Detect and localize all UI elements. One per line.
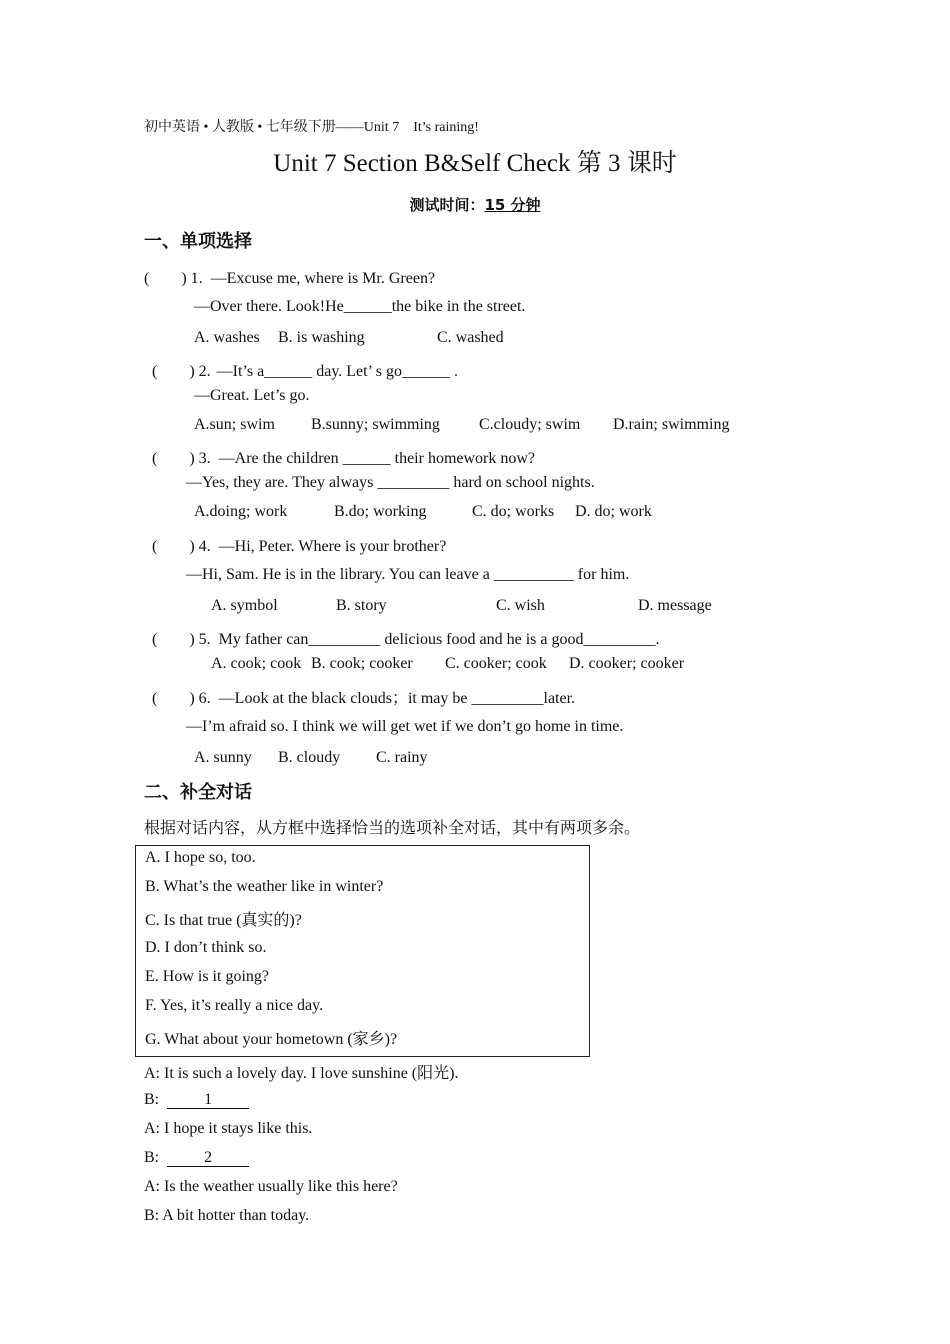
option: A.doing; work bbox=[194, 503, 288, 520]
answer-blank-1[interactable]: 1 bbox=[167, 1091, 249, 1109]
option: B.sunny; swimming bbox=[311, 416, 440, 433]
option: A. sunny bbox=[194, 749, 252, 766]
answer-blank-2[interactable]: 2 bbox=[167, 1149, 249, 1167]
test-time-value: 15 分钟 bbox=[484, 196, 541, 214]
speaker-label: B: bbox=[144, 1091, 160, 1108]
answer-paren: ( ) 6. bbox=[152, 690, 211, 707]
page-title: Unit 7 Section B&Self Check 第 3 课时 bbox=[273, 150, 677, 177]
option: D. do; work bbox=[575, 503, 652, 520]
answer-paren: ( ) 3. bbox=[152, 450, 211, 467]
question-3 bbox=[152, 445, 535, 468]
question-stem: —Look at the black clouds；it may be _________later. bbox=[218, 690, 576, 707]
option: B. cook; cooker bbox=[311, 655, 413, 672]
dialogue-line: A: It is such a lovely day. I love sunshine (阳光). bbox=[144, 1065, 459, 1082]
box-option: A. I hope so, too. bbox=[145, 849, 256, 866]
answer-paren: ( ) 5. bbox=[152, 631, 211, 648]
option: B. is washing bbox=[278, 329, 365, 346]
option: A. washes bbox=[194, 329, 260, 346]
option: B.do; working bbox=[334, 503, 427, 520]
option: D. cooker; cooker bbox=[569, 655, 685, 672]
box-option: D. I don’t think so. bbox=[145, 939, 267, 956]
question-stem: —It’s a______ day. Let’ s go______ . bbox=[216, 363, 458, 380]
dialogue-line: A: Is the weather usually like this here? bbox=[144, 1178, 398, 1195]
option: B. cloudy bbox=[278, 749, 341, 766]
question-stem: —Excuse me, where is Mr. Green? bbox=[210, 270, 436, 287]
box-option: C. Is that true (真实的)? bbox=[145, 912, 302, 929]
option: C. washed bbox=[437, 329, 504, 346]
option: D. message bbox=[638, 597, 712, 614]
option: C. do; works bbox=[472, 503, 555, 520]
question-6-line2: —I’m afraid so. I think we will get wet if we don’t go home in time. bbox=[186, 718, 624, 735]
box-option: G. What about your hometown (家乡)? bbox=[145, 1031, 398, 1048]
question-stem: My father can_________ delicious food and he is a good_________. bbox=[218, 631, 660, 648]
question-3-line2: —Yes, they are. They always _________ hard on school nights. bbox=[186, 474, 595, 491]
question-4 bbox=[152, 533, 446, 556]
question-2 bbox=[152, 358, 458, 381]
question-5 bbox=[152, 626, 659, 649]
question-1 bbox=[144, 265, 435, 288]
question-stem: —Hi, Peter. Where is your brother? bbox=[218, 538, 447, 555]
options-box bbox=[135, 845, 590, 1057]
option: C. rainy bbox=[376, 749, 428, 766]
question-stem: —Are the children ______ their homework now? bbox=[218, 450, 536, 467]
option: B. story bbox=[336, 597, 387, 614]
test-time-label: 测试时间： bbox=[409, 196, 485, 214]
question-6 bbox=[152, 685, 575, 708]
answer-paren: ( ) 4. bbox=[152, 538, 211, 555]
answer-paren: ( ) 2. bbox=[152, 363, 211, 380]
dialogue-line bbox=[144, 1149, 249, 1167]
box-option: B. What’s the weather like in winter? bbox=[145, 878, 384, 895]
box-option: F. Yes, it’s really a nice day. bbox=[145, 997, 324, 1014]
speaker-label: B: bbox=[144, 1149, 160, 1166]
option: D.rain; swimming bbox=[613, 416, 730, 433]
section2-instruction: 根据对话内容，从方框中选择恰当的选项补全对话，其中有两项多余。 bbox=[144, 820, 641, 837]
section1-heading: 一、单项选择 bbox=[144, 231, 252, 252]
option: C. wish bbox=[496, 597, 545, 614]
section2-heading: 二、补全对话 bbox=[144, 782, 252, 803]
option: C. cooker; cook bbox=[445, 655, 547, 672]
question-1-line2: —Over there. Look!He______the bike in the street. bbox=[194, 298, 526, 315]
answer-paren: ( ) 1. bbox=[144, 270, 203, 287]
question-2-line2: —Great. Let’s go. bbox=[194, 387, 310, 404]
test-time bbox=[0, 194, 950, 215]
box-option: E. How is it going? bbox=[145, 968, 269, 985]
breadcrumb: 初中英语 • 人教版 • 七年级下册——Unit 7 It’s raining! bbox=[144, 120, 479, 135]
option: A.sun; swim bbox=[194, 416, 275, 433]
option: A. symbol bbox=[211, 597, 278, 614]
dialogue-line: A: I hope it stays like this. bbox=[144, 1120, 313, 1137]
option: A. cook; cook bbox=[211, 655, 302, 672]
dialogue-line bbox=[144, 1091, 249, 1109]
dialogue-line: B: A bit hotter than today. bbox=[144, 1207, 310, 1224]
option: C.cloudy; swim bbox=[479, 416, 581, 433]
question-4-line2: —Hi, Sam. He is in the library. You can leave a __________ for him. bbox=[186, 566, 630, 583]
